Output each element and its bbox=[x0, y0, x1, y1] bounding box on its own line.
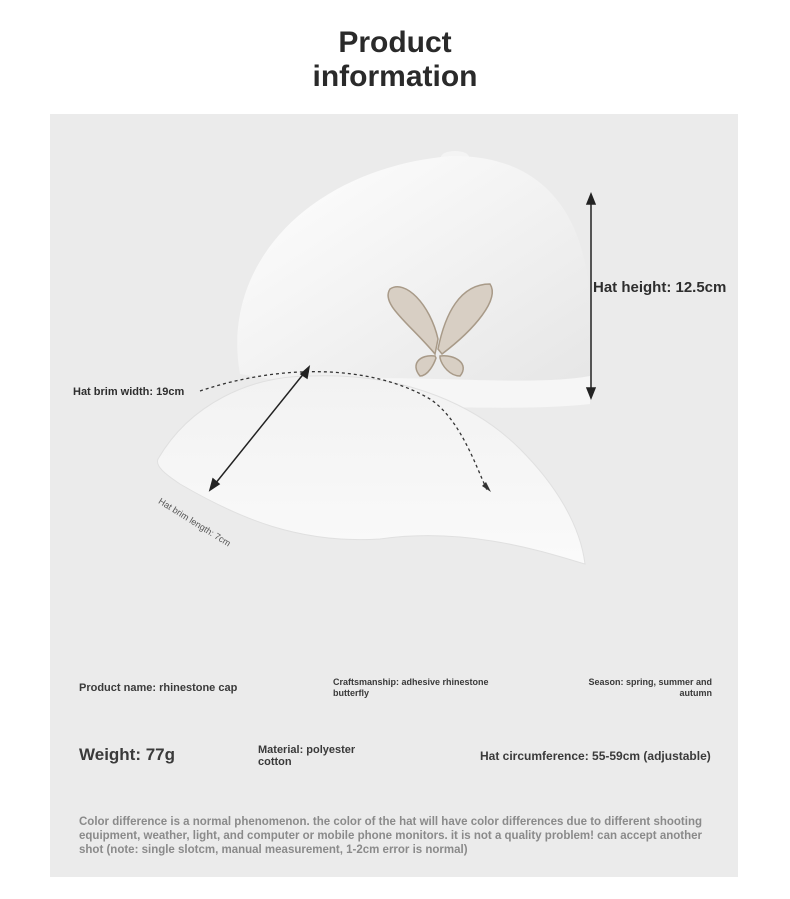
cap-crown bbox=[237, 156, 590, 384]
product-name: Product name: rhinestone cap bbox=[79, 682, 238, 694]
hat-circumference: Hat circumference: 55-59cm (adjustable) bbox=[480, 749, 711, 763]
hat-height-label: Hat height: 12.5cm bbox=[593, 279, 727, 296]
title-line-2: information bbox=[312, 60, 478, 93]
product-panel bbox=[50, 114, 738, 877]
title-line-1: Product bbox=[338, 26, 452, 59]
weight: Weight: 77g bbox=[79, 745, 176, 764]
craftsmanship: Craftsmanship: adhesive rhinestone butterfly bbox=[333, 677, 489, 698]
material: Material: polyester cotton bbox=[258, 744, 356, 768]
brim-width-label: Hat brim width: 19cm bbox=[73, 386, 185, 398]
page-title bbox=[0, 26, 790, 94]
color-difference-note: Color difference is a normal phenomenon. the color of the hat will have color differences due to different shooting equipment, weather, light, and computer or mobile phone monitors. it is not a quality problem! can accept another shot (note: single slotcm, manual measurement, 1-2cm error is normal) bbox=[79, 816, 702, 856]
brim-length-label: Hat brim length: 7cm bbox=[156, 496, 233, 549]
season: Season: spring, summer and autumn bbox=[588, 677, 712, 698]
